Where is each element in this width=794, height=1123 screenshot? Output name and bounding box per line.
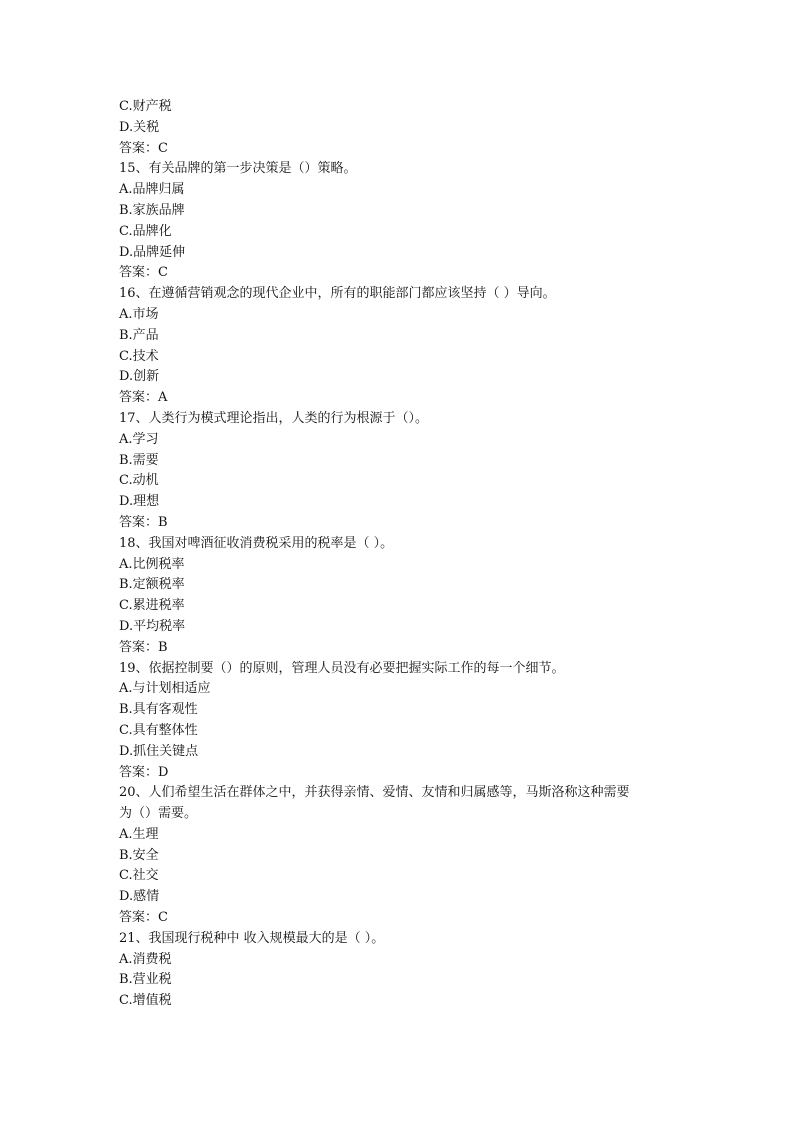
option-text: C.技术 — [119, 348, 159, 364]
option-text: B.需要 — [119, 452, 159, 468]
question-text: 19、依据控制要（）的原则，管理人员没有必要把握实际工作的每一个细节。 — [119, 660, 565, 676]
option-text: B.家族品牌 — [119, 202, 185, 218]
question-text: 20、人们希望生活在群体之中，并获得亲情、爱情、友情和归属感等，马斯洛称这种需要 — [119, 785, 630, 801]
option-text: C.品牌化 — [119, 223, 172, 239]
option-text: C.累进税率 — [119, 598, 185, 614]
question-text: 18、我国对啤酒征收消费税采用的税率是（ ）。 — [119, 535, 394, 551]
document-body — [119, 97, 679, 1012]
answer-text: 答案：A — [119, 390, 168, 406]
option-text: D.平均税率 — [119, 618, 186, 634]
option-text: C.动机 — [119, 473, 159, 489]
option-text: A.市场 — [119, 306, 159, 322]
option-text: A.比例税率 — [119, 556, 185, 572]
option-text: C.具有整体性 — [119, 722, 198, 738]
option-text: D.创新 — [119, 369, 160, 385]
option-text: A.消费税 — [119, 951, 172, 967]
question-text: 16、在遵循营销观念的现代企业中，所有的职能部门都应该坚持（ ）导向。 — [119, 286, 556, 302]
question-text: 21、我国现行税种中 收入规模最大的是（ ）。 — [119, 930, 385, 946]
answer-text: 答案：C — [119, 265, 168, 281]
option-text: C.增值税 — [119, 993, 172, 1009]
answer-text: 答案：D — [119, 764, 169, 780]
option-text: B.具有客观性 — [119, 702, 198, 718]
option-text: C.财产税 — [119, 99, 172, 114]
option-text: A.与计划相适应 — [119, 681, 211, 697]
option-text: D.理想 — [119, 494, 160, 510]
option-text: B.定额税率 — [119, 577, 185, 593]
option-text: D.抓住关键点 — [119, 743, 199, 759]
answer-text: 答案：B — [119, 514, 168, 530]
question-text: 15、有关品牌的第一步决策是（）策略。 — [119, 161, 357, 177]
option-text: B.产品 — [119, 327, 159, 343]
option-text: A.学习 — [119, 431, 159, 447]
option-text: D.感情 — [119, 889, 160, 905]
question-text: 17、人类行为模式理论指出，人类的行为根源于（）。 — [119, 410, 429, 426]
option-text: A.生理 — [119, 826, 159, 842]
answer-text: 答案：C — [119, 910, 168, 926]
option-text: C.社交 — [119, 868, 159, 884]
option-text: D.关税 — [119, 119, 160, 135]
answer-text: 答案：C — [119, 140, 168, 156]
option-text: D.品牌延伸 — [119, 244, 186, 260]
option-text: B.营业税 — [119, 972, 172, 988]
question-text-continued: 为（）需要。 — [119, 806, 198, 822]
option-text: A.品牌归属 — [119, 182, 185, 198]
answer-text: 答案：B — [119, 639, 168, 655]
option-text: B.安全 — [119, 847, 159, 863]
